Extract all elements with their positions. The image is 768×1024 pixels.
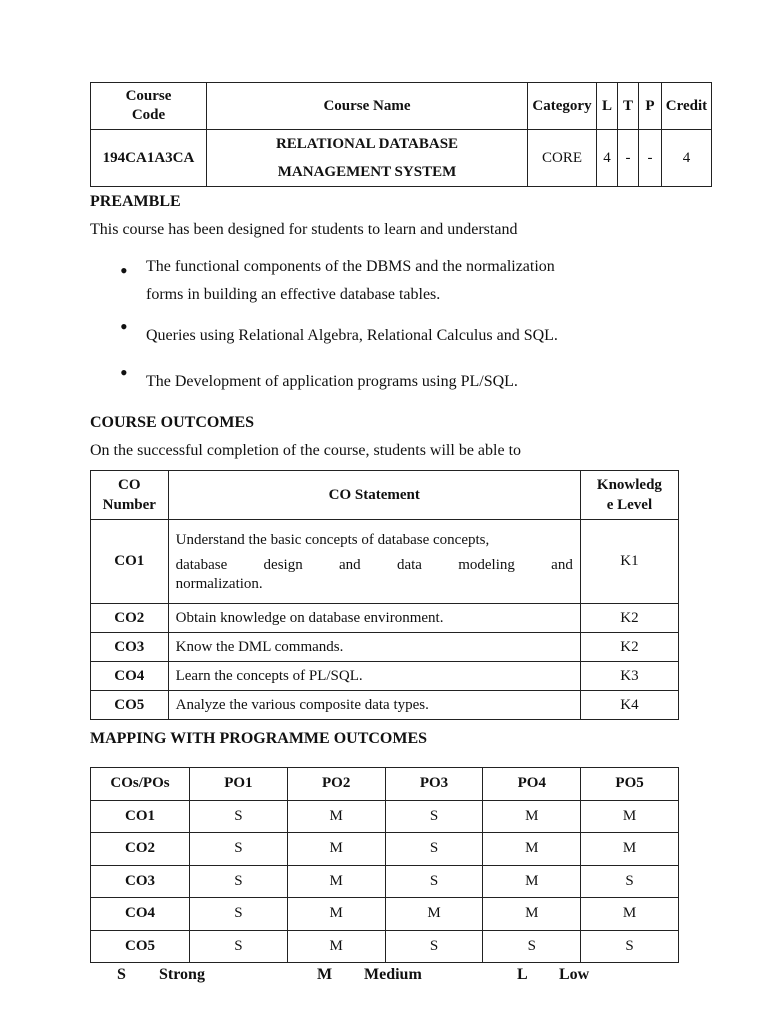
mapping-co-label: CO1: [91, 800, 190, 833]
co-statement: Learn the concepts of PL/SQL.: [168, 662, 580, 691]
course-credit: 4: [662, 130, 712, 187]
mapping-cell: S: [581, 930, 679, 963]
course-category: CORE: [528, 130, 597, 187]
co-statement: Analyze the various composite data types.: [168, 691, 580, 720]
mapping-header-cell: PO4: [483, 768, 581, 801]
co-number: CO4: [91, 662, 169, 691]
mapping-table: [90, 767, 679, 963]
co1-word: modeling: [458, 557, 515, 573]
mapping-cell: M: [483, 898, 581, 931]
legend-strong-key: S: [117, 966, 126, 983]
p-header: P: [639, 83, 662, 130]
course-code-header-line1: Course: [125, 88, 172, 104]
co1-statement-line1: Understand the basic concepts of database concepts,: [175, 532, 490, 548]
course-outcomes-table: [90, 470, 679, 720]
mapping-cell: M: [287, 865, 385, 898]
bullet-icon: •: [120, 258, 128, 283]
preamble-title: PREAMBLE: [90, 193, 181, 210]
course-name: [207, 130, 528, 187]
mapping-header-row: [91, 768, 679, 801]
credit-header: Credit: [662, 83, 712, 130]
course-code-header: [91, 83, 207, 130]
mapping-cell: S: [385, 833, 483, 866]
co-table-header-row: [91, 471, 679, 520]
mapping-header-cell: PO5: [581, 768, 679, 801]
course-outcomes-intro: On the successful completion of the course, students will be able to: [90, 442, 522, 459]
mapping-cell: M: [581, 898, 679, 931]
mapping-cell: S: [190, 800, 288, 833]
t-header: T: [618, 83, 639, 130]
co-row: [91, 662, 679, 691]
mapping-cell: S: [385, 800, 483, 833]
co1-word: and: [551, 557, 573, 573]
co-number-header-line2: Number: [102, 497, 156, 513]
course-name-line1: RELATIONAL DATABASE: [275, 136, 459, 152]
mapping-header-cell: COs/POs: [91, 768, 190, 801]
course-table-header-row: [91, 83, 712, 130]
co-level: K2: [580, 633, 678, 662]
mapping-cell: M: [287, 833, 385, 866]
mapping-row: [91, 800, 679, 833]
bullet-icon: •: [120, 360, 128, 385]
co-level: K1: [580, 520, 678, 604]
mapping-header-cell: PO1: [190, 768, 288, 801]
mapping-co-label: CO3: [91, 865, 190, 898]
mapping-cell: S: [581, 865, 679, 898]
co-number: CO1: [91, 520, 169, 604]
co1-word: database: [175, 557, 228, 573]
mapping-cell: S: [190, 898, 288, 931]
course-t: -: [618, 130, 639, 187]
co-level: K3: [580, 662, 678, 691]
mapping-row: [91, 833, 679, 866]
mapping-co-label: CO2: [91, 833, 190, 866]
co-row: [91, 520, 679, 604]
co-row: [91, 604, 679, 633]
preamble-intro: This course has been designed for students to learn and understand: [90, 221, 518, 238]
co-level: K2: [580, 604, 678, 633]
preamble-bullet-2: Queries using Relational Algebra, Relational Calculus and SQL.: [146, 327, 558, 344]
preamble-bullet-1-line2: forms in building an effective database tables.: [146, 286, 441, 303]
co-statement-header: CO Statement: [168, 471, 580, 520]
course-info-table: [90, 82, 712, 187]
mapping-row: [91, 865, 679, 898]
mapping-title: MAPPING WITH PROGRAMME OUTCOMES: [90, 730, 428, 747]
course-outcomes-title: COURSE OUTCOMES: [90, 414, 255, 431]
legend-strong-label: Strong: [159, 966, 205, 983]
mapping-cell: M: [483, 865, 581, 898]
mapping-cell: M: [385, 898, 483, 931]
mapping-co-label: CO5: [91, 930, 190, 963]
bullet-icon: •: [120, 314, 128, 339]
co1-statement-line3: normalization.: [175, 576, 263, 592]
mapping-cell: M: [483, 800, 581, 833]
co-level: K4: [580, 691, 678, 720]
co-statement: [168, 520, 580, 604]
mapping-cell: M: [287, 800, 385, 833]
mapping-header-cell: PO3: [385, 768, 483, 801]
knowledge-level-header: [580, 471, 678, 520]
co-number: CO2: [91, 604, 169, 633]
mapping-cell: S: [385, 930, 483, 963]
course-p: -: [639, 130, 662, 187]
co-number: CO5: [91, 691, 169, 720]
course-table-row: [91, 130, 712, 187]
course-code: 194CA1A3CA: [91, 130, 207, 187]
co1-word: data: [396, 557, 422, 573]
category-header: Category: [528, 83, 597, 130]
co-row: [91, 633, 679, 662]
mapping-row: [91, 898, 679, 931]
co-number: CO3: [91, 633, 169, 662]
mapping-cell: M: [581, 800, 679, 833]
mapping-cell: S: [190, 833, 288, 866]
co-statement: Know the DML commands.: [168, 633, 580, 662]
co1-word: and: [338, 557, 361, 573]
preamble-bullet-1-line1: The functional components of the DBMS and the normalization: [146, 258, 555, 275]
knowledge-level-header-line1: Knowledg: [596, 477, 662, 493]
course-code-header-line2: Code: [131, 107, 166, 123]
mapping-row: [91, 930, 679, 963]
mapping-cell: M: [287, 930, 385, 963]
co1-statement-line2: [176, 557, 573, 574]
course-name-header: Course Name: [207, 83, 528, 130]
course-name-line2: MANAGEMENT SYSTEM: [277, 164, 457, 180]
legend-medium-label: Medium: [364, 966, 422, 983]
mapping-cell: M: [581, 833, 679, 866]
legend-low-key: L: [517, 966, 528, 983]
preamble-bullet-3: The Development of application programs using PL/SQL.: [146, 373, 518, 390]
co1-word: design: [263, 557, 303, 573]
knowledge-level-header-line2: e Level: [606, 497, 653, 513]
co-number-header: [91, 471, 169, 520]
preamble-bullet-1: [146, 253, 626, 309]
co-row: [91, 691, 679, 720]
mapping-cell: S: [190, 865, 288, 898]
co-statement: Obtain knowledge on database environment.: [168, 604, 580, 633]
mapping-cell: S: [483, 930, 581, 963]
l-header: L: [597, 83, 618, 130]
co-number-header-line1: CO: [118, 477, 141, 493]
course-l: 4: [597, 130, 618, 187]
legend-medium-key: M: [317, 966, 333, 983]
mapping-cell: M: [483, 833, 581, 866]
mapping-cell: S: [190, 930, 288, 963]
mapping-cell: S: [385, 865, 483, 898]
legend-low-label: Low: [559, 966, 590, 983]
mapping-co-label: CO4: [91, 898, 190, 931]
mapping-header-cell: PO2: [287, 768, 385, 801]
mapping-cell: M: [287, 898, 385, 931]
